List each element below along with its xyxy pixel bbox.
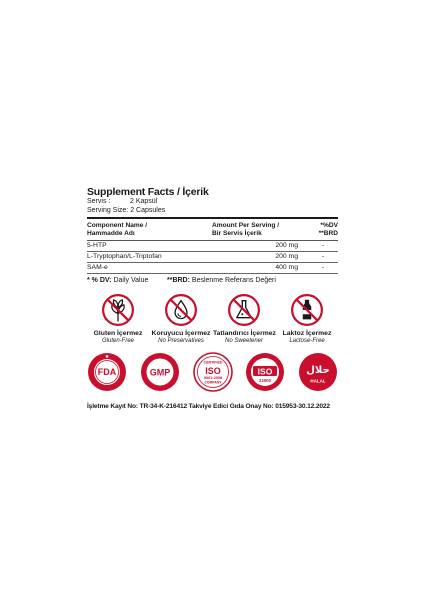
iso-9001-seal-icon [193,352,233,392]
gmp-text: GMP [149,367,171,378]
supplement-facts-panel [87,186,338,286]
bottle-icon [290,293,324,327]
col-component-header: Component Name / [87,222,148,229]
gluten-free-label: Gluten İçermez [93,330,143,337]
iso9001-company-text: COMPANY [203,380,222,385]
col-amount-header: Amount Per Serving / [212,222,280,229]
lactose-free-badge [276,293,338,345]
certification-badges [87,352,338,392]
lactose-free-label-en: Lactose-Free [289,338,325,344]
component-dv: - [321,263,324,271]
component-dv: - [321,252,324,260]
fda-approved-seal-icon [87,352,127,392]
no-sweetener-badge [213,293,275,345]
no-preservatives-label-en: No Preservatives [158,338,204,344]
facts-title: Supplement Facts / İçerik [87,186,209,198]
no-preservatives-label: Koruyucu İçermez [151,330,211,337]
lactose-free-label: Laktoz İçermez [282,330,332,337]
table-row [87,252,338,263]
facts-rows [87,241,338,274]
iso22000-text: ISO [257,366,273,377]
serving-size-label: Serving Size: [87,206,129,214]
component-name: SAM-e [87,263,108,271]
gmp-seal-icon [140,352,180,392]
legend-brd-value: Beslenme Referans Değeri [191,276,276,284]
component-amount: 200 mg [275,252,298,260]
iso9001-text: ISO [204,366,221,376]
no-sweetener-label-en: No Sweetener [224,338,264,344]
table-row [87,263,338,274]
dv-legend [87,274,338,286]
iso9001-number: 9001:2008 [203,376,222,380]
drop-icon [164,293,198,327]
legend-dv-key: * % DV: [87,276,112,284]
servis-value: 2 Kapsül [130,198,158,205]
iso9001-certified-text: CERTIFIED [203,360,222,365]
component-amount: 400 mg [275,263,298,271]
no-sweetener-label: Tatlandırıcı İçermez [213,330,276,337]
col-brd-header: **BRD [318,230,338,237]
facts-table-header [87,219,338,240]
free-from-icons [87,293,338,345]
col-hammadde-header: Hammadde Adı [87,230,135,237]
table-row [87,241,338,252]
serving-info [87,198,338,215]
servis-label: Servis : [87,198,111,205]
halal-arabic-text: حلال [306,365,330,376]
wheat-icon [101,293,135,327]
iso-22000-seal-icon [245,352,285,392]
component-amount: 200 mg [275,241,298,249]
col-icerik-header: Bir Servis İçerik [212,230,262,237]
component-name: L-Tryptophan/L-Triptofan [87,252,162,260]
flask-icon [227,293,261,327]
registration-info: İşletme Kayıt No: TR-34-K-216412 Takviye Edici Gıda Onay No: 015953-30.12.2022 [87,403,330,410]
halal-seal-icon [298,352,338,392]
legend-brd-key: **BRD: [167,276,190,284]
gluten-free-badge [87,293,149,345]
halal-text: HALAL [310,378,326,384]
gluten-free-label-en: Gluten-Free [101,338,134,344]
fda-text: FDA [97,367,117,377]
component-dv: - [321,241,324,249]
no-preservatives-badge [150,293,212,345]
legend-dv-value: Daily Value [113,276,149,284]
component-name: 5-HTP [87,241,107,249]
serving-size-value: 2 Capsules [130,206,166,214]
iso22000-number: 22000 [259,378,272,383]
col-dv-header: *%DV [320,222,338,229]
